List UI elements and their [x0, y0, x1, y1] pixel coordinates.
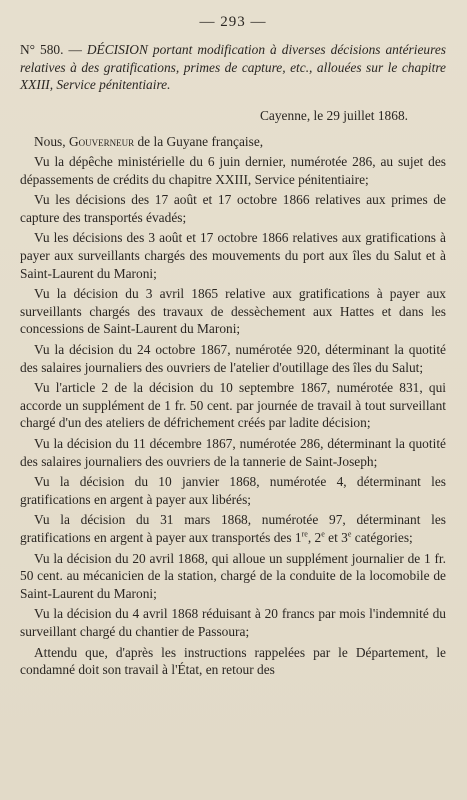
paragraph: Vu les décisions des 3 août et 17 octobre 1866 relatives aux gratifications à payer aux surveillants chargés des mouvements du port aux îles du Salut et à Saint-Laurent du Maroni;	[20, 230, 446, 281]
decision-number: N° 580. —	[20, 42, 87, 57]
paragraph: Vu les décisions des 17 août et 17 octobre 1866 relatives aux primes de capture des transportés évadés;	[20, 192, 446, 225]
superscript: re	[301, 529, 308, 539]
paragraph: Vu la dépêche ministérielle du 6 juin dernier, numérotée 286, au sujet des dépassements de crédits du chapitre XXIII, Service pénitentiaire;	[20, 154, 446, 187]
superscript: e	[321, 529, 325, 539]
opening-title: Gouverneur	[68, 133, 135, 149]
text-segment: catégories;	[351, 529, 413, 545]
text-segment: et 3	[324, 529, 348, 545]
text-segment: , 2	[307, 529, 322, 545]
paragraph: Vu l'article 2 de la décision du 10 septembre 1867, numérotée 831, qui accorde un supplément de 1 fr. 50 cent. par journée de travail à tout surveillant chargé d'un des ateliers de défrichement créés par ladite décision;	[20, 380, 446, 431]
paragraph: Vu la décision du 20 avril 1868, qui alloue un supplément journalier de 1 fr. 50 cent. au mécanicien de la station, chargé de la conduite de la locomobile de Saint-Laurent du Maroni;	[20, 550, 446, 601]
opening-line	[20, 133, 446, 151]
superscript: e	[347, 529, 352, 539]
paragraph: Vu la décision du 10 janvier 1868, numérotée 4, déterminant les gratifications en argent à payer aux libérés;	[20, 474, 446, 507]
opening-prefix: Nous,	[34, 133, 69, 149]
text-segment: Vu la décision du 31 mars 1868, numérotée 97, déterminant les gratifications en argent à payer aux transportés des 1	[20, 512, 446, 545]
opening-suffix: de la Guyane française,	[134, 133, 264, 149]
paragraph: Vu la décision du 4 avril 1868 réduisant à 20 francs par mois l'indemnité du surveillant chargé du chantier de Passoura;	[20, 606, 446, 639]
paragraph: Attendu que, d'après les instructions rappelées par le Département, le condamné doit son travail à l'État, en retour des	[20, 644, 446, 678]
decision-heading	[20, 41, 446, 94]
page-number: — 293 —	[199, 14, 267, 30]
paragraph: Vu la décision du 11 décembre 1867, numérotée 286, déterminant la quotité des salaires journaliers des ouvriers de la tannerie de Saint-Joseph;	[20, 436, 446, 469]
paragraph: Vu la décision du 24 octobre 1867, numérotée 920, déterminant la quotité des salaires journaliers des ouvriers de l'atelier d'outillage des îles du Salut;	[20, 342, 446, 375]
decision-title: DÉCISION portant modification à diverses décisions antérieures relatives à des gratifications, primes de capture, etc., allouées sur le chapitre XXIII, Service pénitentiaire.	[20, 42, 446, 92]
paragraph-categories	[20, 511, 446, 546]
paragraph: Vu la décision du 3 avril 1865 relative aux gratifications à payer aux surveillants chargés des travaux de dessèchement aux Hattes et dans les concessions de Saint-Laurent du Maroni;	[20, 286, 446, 337]
dateline: Cayenne, le 29 juillet 1868.	[259, 107, 408, 123]
